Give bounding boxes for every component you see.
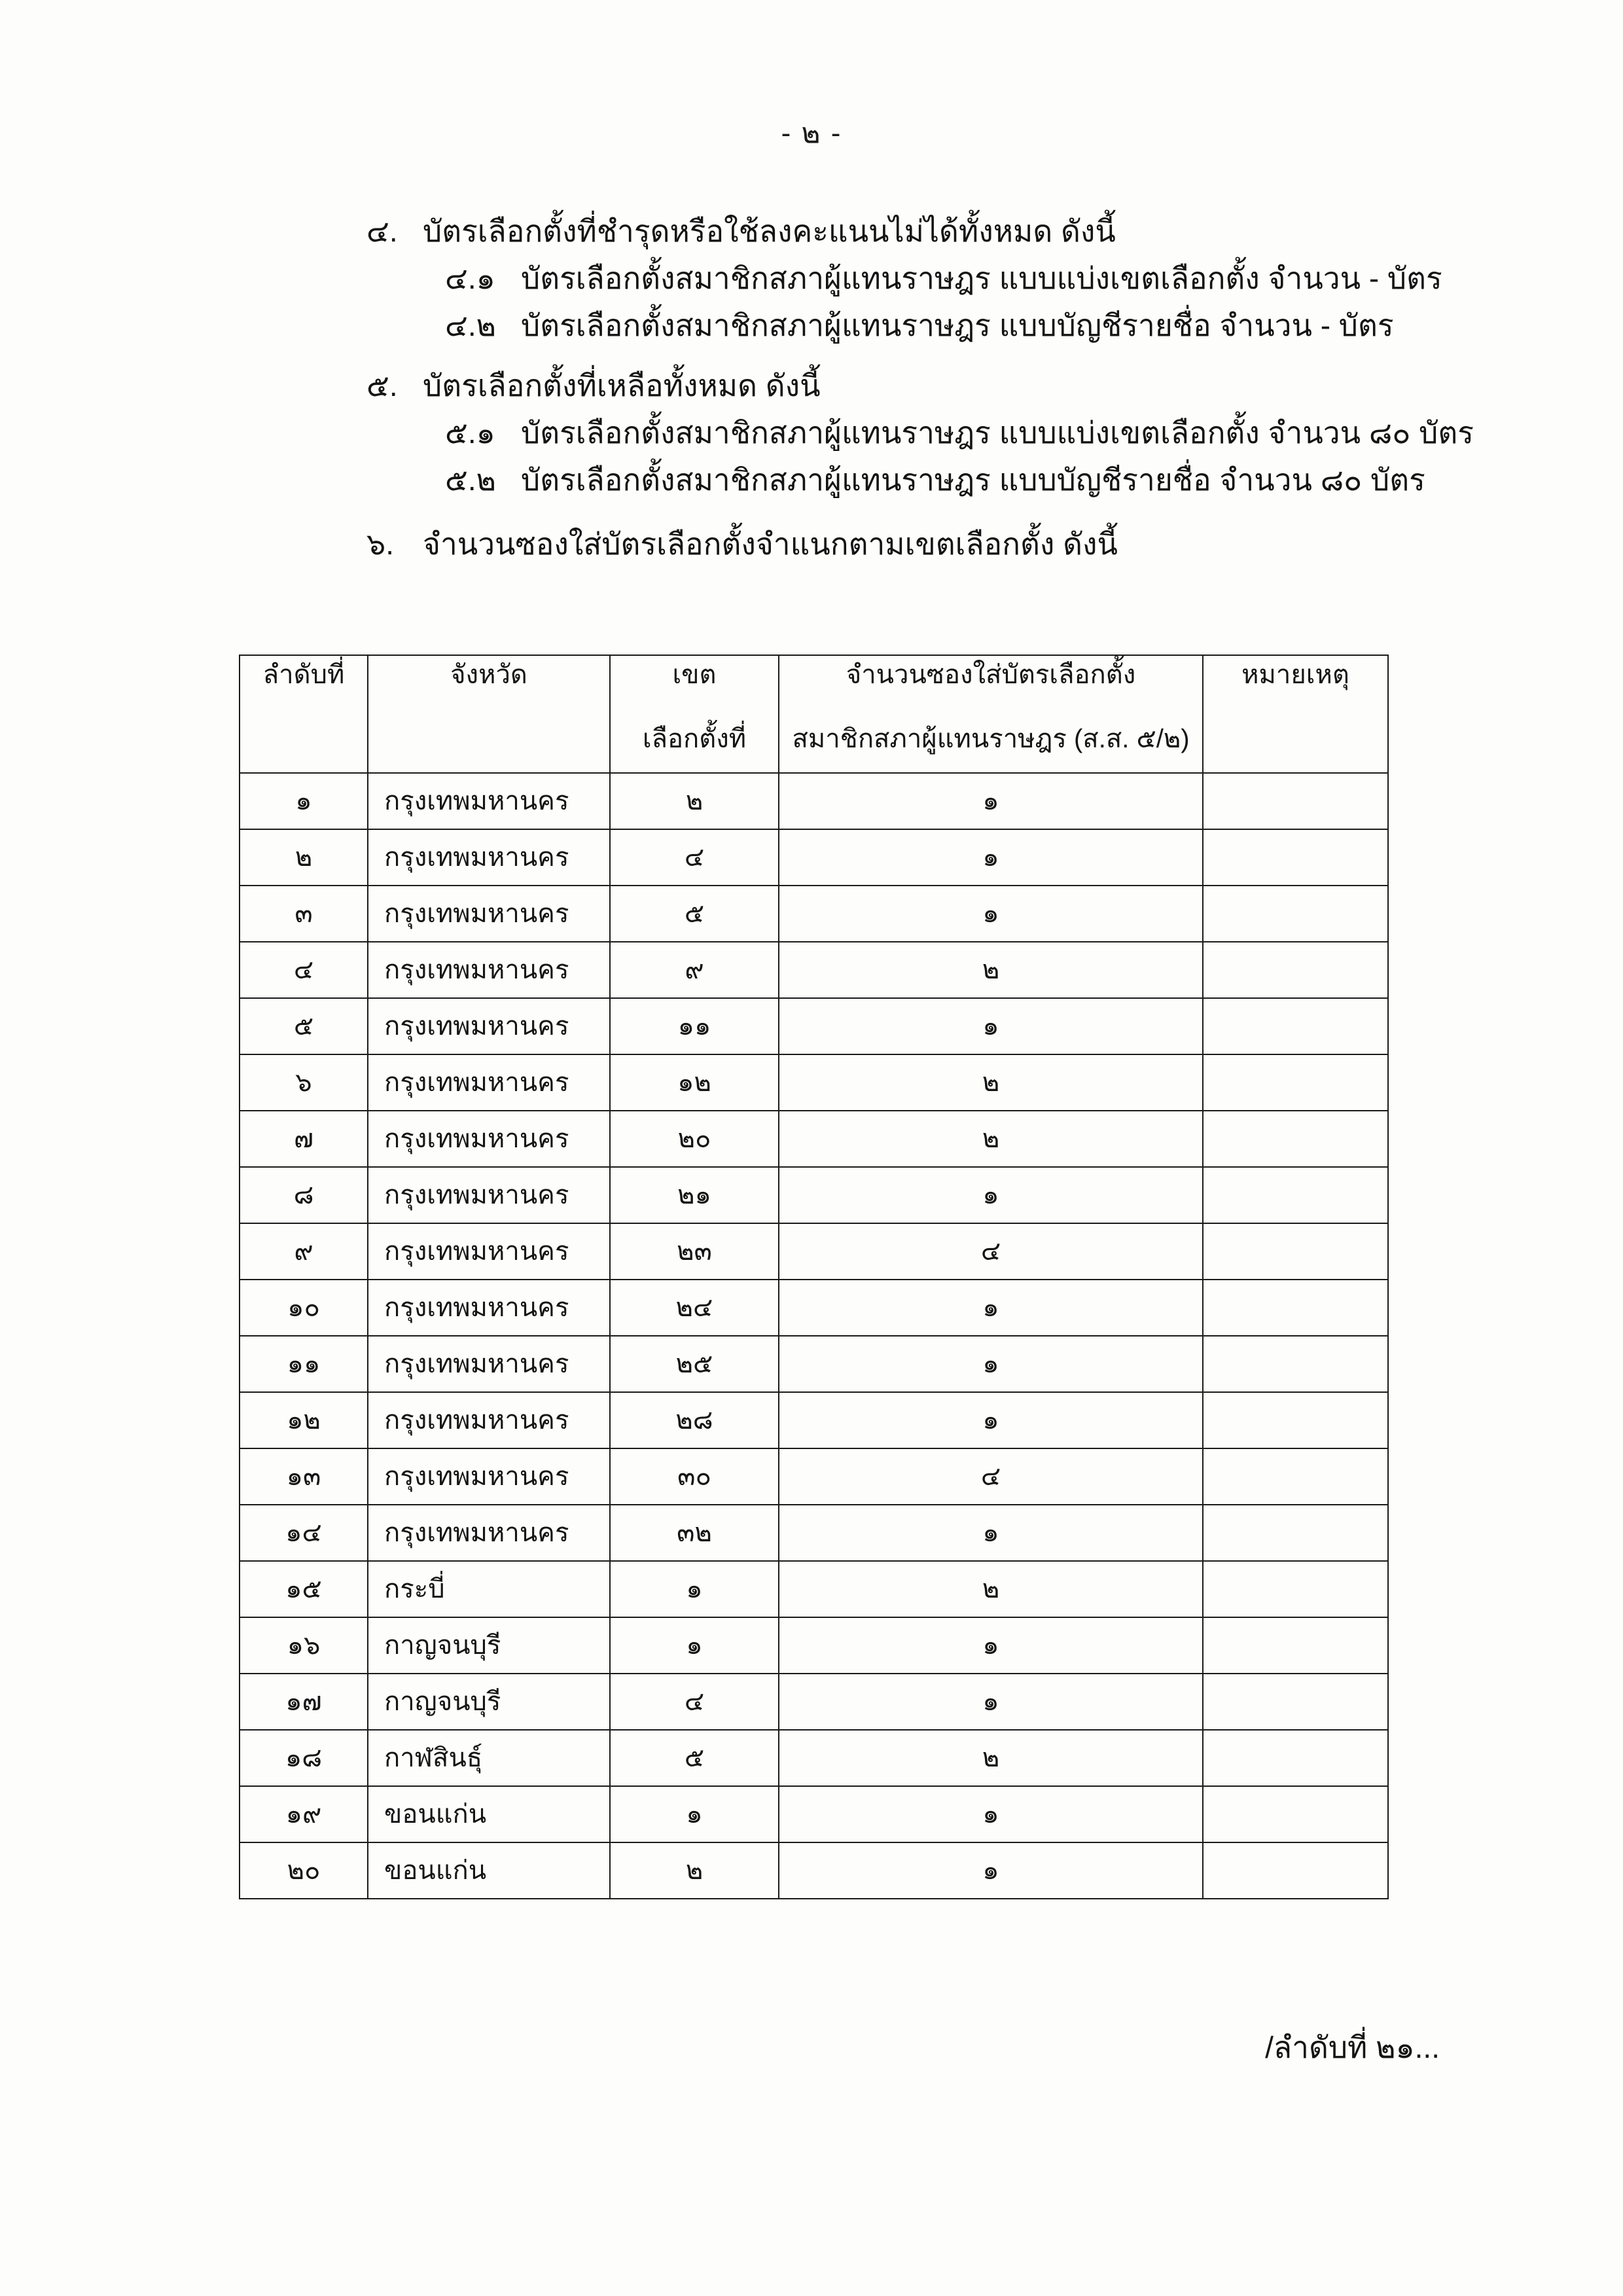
cell-count: ๑ (779, 1280, 1203, 1336)
table-row (240, 1167, 1388, 1223)
table-row (240, 1617, 1388, 1674)
cell-no: ๑๗ (240, 1674, 368, 1730)
cell-province: กรุงเทพมหานคร (368, 998, 610, 1054)
cell-province: กรุงเทพมหานคร (368, 1054, 610, 1111)
cell-district: ๑๒ (610, 1054, 779, 1111)
cell-note (1203, 1448, 1388, 1505)
cell-no: ๑๔ (240, 1505, 368, 1561)
table-row (240, 942, 1388, 998)
cell-province: กรุงเทพมหานคร (368, 942, 610, 998)
cell-province: กรุงเทพมหานคร (368, 886, 610, 942)
cell-no: ๖ (240, 1054, 368, 1111)
cell-district: ๔ (610, 1674, 779, 1730)
col-header-district (610, 655, 779, 773)
table-row (240, 1842, 1388, 1899)
cell-count: ๒ (779, 1561, 1203, 1617)
section-text-6: จำนวนซองใส่บัตรเลือกตั้งจำแนกตามเขตเลือกตั้ง ดังนี้ (423, 527, 1118, 561)
section-number-6: ๖. (366, 527, 394, 561)
table-row (240, 1111, 1388, 1167)
cell-count: ๑ (779, 1336, 1203, 1392)
cell-no: ๒๐ (240, 1842, 368, 1899)
table-row (240, 1730, 1388, 1786)
cell-no: ๒ (240, 829, 368, 886)
numbered-sections (366, 214, 1474, 576)
cell-province: กรุงเทพมหานคร (368, 1111, 610, 1167)
section-text-4: บัตรเลือกตั้งที่ชำรุดหรือใช้ลงคะแนนไม่ได้ทั้งหมด ดังนี้ (423, 214, 1116, 248)
table-row (240, 1336, 1388, 1392)
cell-count: ๒ (779, 1111, 1203, 1167)
table-row (240, 1054, 1388, 1111)
cell-province: กาญจนบุรี (368, 1617, 610, 1674)
section-item-4 (366, 216, 1414, 246)
table-row (240, 1561, 1388, 1617)
cell-district: ๑ (610, 1617, 779, 1674)
cell-note (1203, 886, 1388, 942)
col-header-count-line2: สมาชิกสภาผู้แทนราษฎร (ส.ส. ๕/๒) (792, 725, 1190, 753)
cell-district: ๕ (610, 1730, 779, 1786)
envelope-table-container (239, 655, 1387, 1899)
cell-no: ๑๓ (240, 1448, 368, 1505)
cell-no: ๕ (240, 998, 368, 1054)
cell-count: ๒ (779, 1730, 1203, 1786)
table-header-row (240, 655, 1388, 773)
cell-district: ๓๐ (610, 1448, 779, 1505)
cell-count: ๑ (779, 886, 1203, 942)
cell-no: ๔ (240, 942, 368, 998)
table-row (240, 1448, 1388, 1505)
cell-province: ขอนแก่น (368, 1842, 610, 1899)
table-row (240, 1223, 1388, 1280)
cell-count: ๑ (779, 773, 1203, 829)
table-row (240, 773, 1388, 829)
cell-count: ๑ (779, 1505, 1203, 1561)
cell-no: ๘ (240, 1167, 368, 1223)
section-number-5: ๕. (366, 368, 398, 403)
table-row (240, 886, 1388, 942)
cell-count: ๒ (779, 942, 1203, 998)
cell-count: ๔ (779, 1223, 1203, 1280)
cell-district: ๔ (610, 829, 779, 886)
cell-no: ๑๐ (240, 1280, 368, 1336)
cell-district: ๑๑ (610, 998, 779, 1054)
cell-province: กรุงเทพมหานคร (368, 1392, 610, 1448)
cell-district: ๒๕ (610, 1336, 779, 1392)
cell-count: ๔ (779, 1448, 1203, 1505)
cell-count: ๑ (779, 998, 1203, 1054)
cell-province: กรุงเทพมหานคร (368, 1167, 610, 1223)
section-text-5: บัตรเลือกตั้งที่เหลือทั้งหมด ดังนี้ (423, 368, 821, 403)
cell-district: ๓๒ (610, 1505, 779, 1561)
subitem-text-4-2: บัตรเลือกตั้งสมาชิกสภาผู้แทนราษฎร แบบบัญชีรายชื่อ จำนวน - บัตร (521, 308, 1394, 342)
cell-note (1203, 942, 1388, 998)
cell-count: ๑ (779, 1674, 1203, 1730)
table-row (240, 998, 1388, 1054)
cell-no: ๑๙ (240, 1786, 368, 1842)
cell-district: ๕ (610, 886, 779, 942)
cell-note (1203, 1336, 1388, 1392)
cell-province: กรุงเทพมหานคร (368, 1280, 610, 1336)
section-item-5 (366, 370, 1414, 401)
cell-note (1203, 1280, 1388, 1336)
cell-province: กรุงเทพมหานคร (368, 1505, 610, 1561)
cell-note (1203, 1223, 1388, 1280)
cell-province: กรุงเทพมหานคร (368, 829, 610, 886)
cell-district: ๒๔ (610, 1280, 779, 1336)
cell-note (1203, 1167, 1388, 1223)
cell-no: ๑๖ (240, 1617, 368, 1674)
cell-note (1203, 1674, 1388, 1730)
cell-province: กาฬสินธุ์ (368, 1730, 610, 1786)
cell-count: ๑ (779, 1167, 1203, 1223)
cell-note (1203, 1786, 1388, 1842)
table-row (240, 1280, 1388, 1336)
subitem-text-5-2: บัตรเลือกตั้งสมาชิกสภาผู้แทนราษฎร แบบบัญชีรายชื่อ จำนวน ๘๐ บัตร (521, 463, 1425, 497)
cell-district: ๒ (610, 773, 779, 829)
col-header-district-line1: เขต (672, 660, 717, 689)
cell-province: กระบี่ (368, 1561, 610, 1617)
cell-no: ๑๑ (240, 1336, 368, 1392)
cell-district: ๑ (610, 1786, 779, 1842)
section-item-6 (366, 529, 1414, 559)
cell-note (1203, 998, 1388, 1054)
subitem-text-4-1: บัตรเลือกตั้งสมาชิกสภาผู้แทนราษฎร แบบแบ่งเขตเลือกตั้ง จำนวน - บัตร (521, 261, 1442, 295)
cell-note (1203, 773, 1388, 829)
cell-district: ๒๑ (610, 1167, 779, 1223)
envelope-count-table (239, 655, 1389, 1899)
cell-no: ๑๘ (240, 1730, 368, 1786)
cell-note (1203, 1054, 1388, 1111)
section-number-4: ๔. (366, 214, 398, 248)
table-row (240, 829, 1388, 886)
col-header-count (779, 655, 1203, 773)
cell-note (1203, 1842, 1388, 1899)
cell-no: ๗ (240, 1111, 368, 1167)
cell-count: ๑ (779, 1617, 1203, 1674)
cell-district: ๒๘ (610, 1392, 779, 1448)
section-subitem-4-1 (366, 261, 1442, 295)
col-header-no: ลำดับที่ (240, 655, 368, 773)
cell-note (1203, 1730, 1388, 1786)
subitem-number-4-2: ๔.๒ (445, 308, 496, 342)
cell-district: ๙ (610, 942, 779, 998)
col-header-count-line1: จำนวนซองใส่บัตรเลือกตั้ง (846, 660, 1136, 689)
section-subitem-4-2 (366, 310, 1414, 340)
section-subitem-5-2 (366, 463, 1425, 497)
cell-district: ๑ (610, 1561, 779, 1617)
table-row (240, 1505, 1388, 1561)
table-row (240, 1786, 1388, 1842)
cell-province: กาญจนบุรี (368, 1674, 610, 1730)
cell-province: กรุงเทพมหานคร (368, 1336, 610, 1392)
footer-continuation-note: /ลำดับที่ ๒๑... (1265, 2030, 1440, 2064)
cell-district: ๒ (610, 1842, 779, 1899)
col-header-note: หมายเหตุ (1203, 655, 1388, 773)
subitem-text-5-1: บัตรเลือกตั้งสมาชิกสภาผู้แทนราษฎร แบบแบ่งเขตเลือกตั้ง จำนวน ๘๐ บัตร (521, 416, 1474, 450)
table-row (240, 1674, 1388, 1730)
col-header-province: จังหวัด (368, 655, 610, 773)
table-row (240, 1392, 1388, 1448)
subitem-number-4-1: ๔.๑ (445, 261, 495, 295)
cell-no: ๑๕ (240, 1561, 368, 1617)
cell-count: ๑ (779, 1392, 1203, 1448)
subitem-number-5-1: ๕.๑ (445, 416, 495, 450)
cell-no: ๙ (240, 1223, 368, 1280)
cell-note (1203, 1392, 1388, 1448)
cell-no: ๓ (240, 886, 368, 942)
cell-province: ขอนแก่น (368, 1786, 610, 1842)
cell-note (1203, 1505, 1388, 1561)
cell-note (1203, 1561, 1388, 1617)
table-head (240, 655, 1388, 773)
subitem-number-5-2: ๕.๒ (445, 463, 496, 497)
cell-no: ๑ (240, 773, 368, 829)
cell-province: กรุงเทพมหานคร (368, 1448, 610, 1505)
table-body (240, 773, 1388, 1899)
cell-count: ๒ (779, 1054, 1203, 1111)
section-subitem-5-1 (366, 416, 1474, 450)
cell-count: ๑ (779, 829, 1203, 886)
page-number: - ๒ - (781, 117, 842, 149)
cell-note (1203, 1111, 1388, 1167)
cell-note (1203, 829, 1388, 886)
cell-district: ๒๓ (610, 1223, 779, 1280)
cell-province: กรุงเทพมหานคร (368, 1223, 610, 1280)
cell-no: ๑๒ (240, 1392, 368, 1448)
cell-district: ๒๐ (610, 1111, 779, 1167)
cell-province: กรุงเทพมหานคร (368, 773, 610, 829)
cell-note (1203, 1617, 1388, 1674)
cell-count: ๑ (779, 1786, 1203, 1842)
cell-count: ๑ (779, 1842, 1203, 1899)
col-header-district-line2: เลือกตั้งที่ (642, 725, 747, 753)
